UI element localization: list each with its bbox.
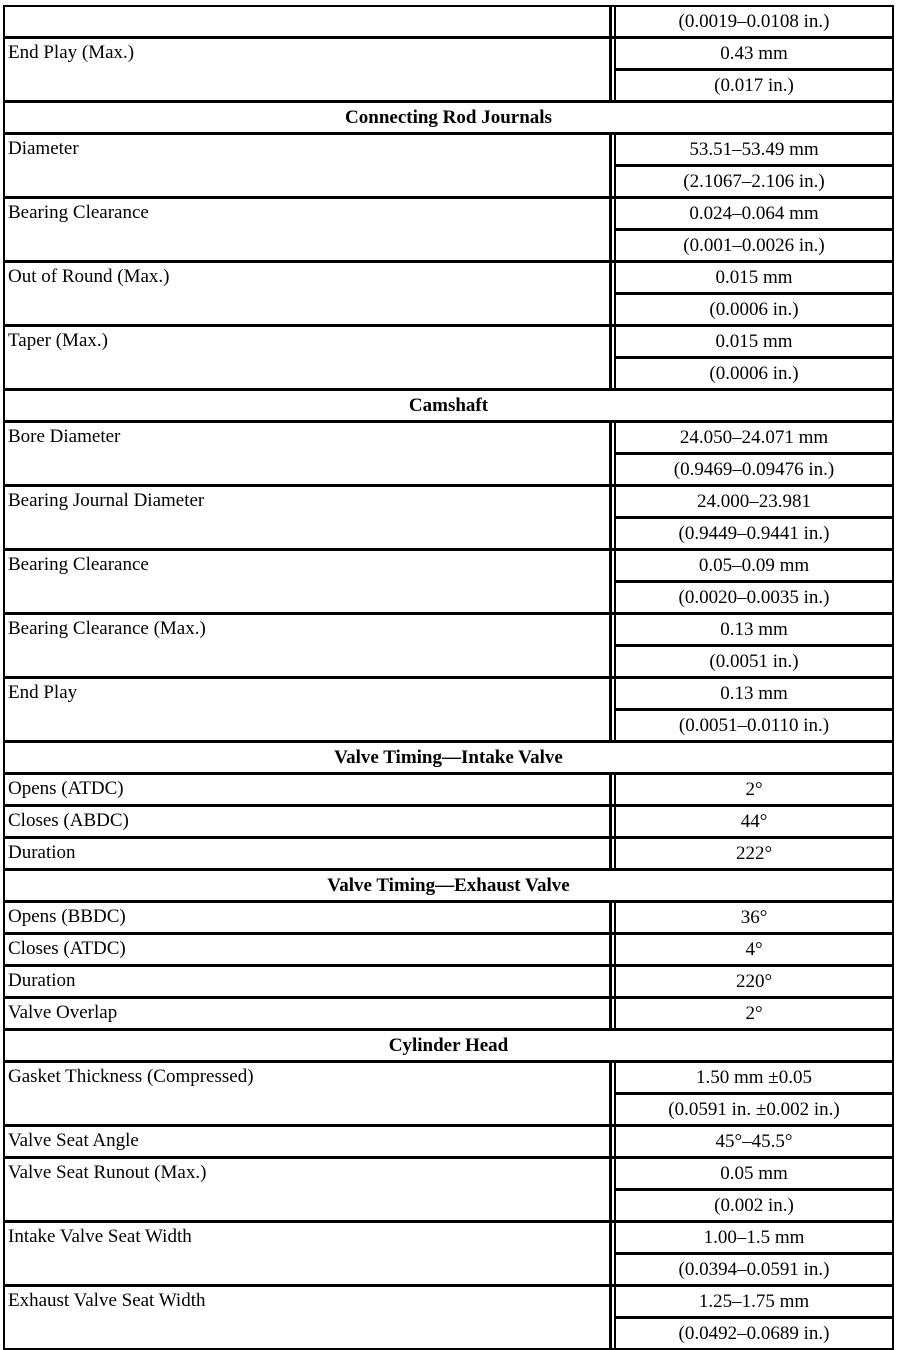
spec-value-primary: 0.05–0.09 mm: [614, 551, 892, 580]
spec-row: [5, 804, 892, 836]
spec-values: [612, 967, 892, 996]
spec-row: [5, 548, 892, 612]
spec-value-primary: 36°: [614, 903, 892, 932]
spec-row: [5, 196, 892, 260]
spec-value-primary: 0.13 mm: [614, 615, 892, 644]
spec-label-valve-seat-angle: Valve Seat Angle: [5, 1127, 612, 1156]
spec-label-bearing-clearance-max: Bearing Clearance (Max.): [5, 615, 612, 676]
spec-value-primary: 0.43 mm: [614, 39, 892, 68]
spec-row: [5, 420, 892, 484]
spec-value-secondary: (0.0051–0.0110 in.): [614, 708, 892, 740]
spec-row: [5, 1156, 892, 1220]
spec-values: [612, 487, 892, 548]
section-header-valve-timing-exhaust-valve: Valve Timing—Exhaust Valve: [5, 868, 892, 900]
spec-values: [612, 7, 892, 36]
spec-label-end-play-max: End Play (Max.): [5, 39, 612, 100]
spec-values: [612, 615, 892, 676]
section-header-cylinder-head: Cylinder Head: [5, 1028, 892, 1060]
spec-value-secondary: (0.0020–0.0035 in.): [614, 580, 892, 612]
spec-row: [5, 36, 892, 100]
spec-label-valve-seat-runout-max: Valve Seat Runout (Max.): [5, 1159, 612, 1220]
spec-values: [612, 551, 892, 612]
spec-value-secondary: (0.0591 in. ±0.002 in.): [614, 1092, 892, 1124]
spec-label-out-of-round-max: Out of Round (Max.): [5, 263, 612, 324]
spec-value-primary: 222°: [614, 839, 892, 868]
spec-value-secondary: (0.002 in.): [614, 1188, 892, 1220]
spec-row: [5, 484, 892, 548]
spec-label-diameter: Diameter: [5, 135, 612, 196]
spec-value-primary: 53.51–53.49 mm: [614, 135, 892, 164]
spec-label-duration: Duration: [5, 967, 612, 996]
spec-values: [612, 1159, 892, 1220]
spec-row: [5, 260, 892, 324]
spec-value-primary: 0.015 mm: [614, 327, 892, 356]
spec-value-primary: 45°–45.5°: [614, 1127, 892, 1156]
spec-value-primary: 24.000–23.981: [614, 487, 892, 516]
spec-value-secondary: (0.0394–0.0591 in.): [614, 1252, 892, 1284]
spec-value-primary: 44°: [614, 807, 892, 836]
spec-values: [612, 775, 892, 804]
spec-row: [5, 772, 892, 804]
spec-label-bearing-clearance: Bearing Clearance: [5, 199, 612, 260]
spec-row: [5, 1284, 892, 1348]
spec-value-secondary: (0.0492–0.0689 in.): [614, 1316, 892, 1348]
spec-row: [5, 7, 892, 36]
spec-value-primary: 0.024–0.064 mm: [614, 199, 892, 228]
spec-values: [612, 1127, 892, 1156]
spec-label-opens-bbdc: Opens (BBDC): [5, 903, 612, 932]
spec-label-opens-atdc: Opens (ATDC): [5, 775, 612, 804]
spec-label-intake-valve-seat-width: Intake Valve Seat Width: [5, 1223, 612, 1284]
spec-value-primary: 1.00–1.5 mm: [614, 1223, 892, 1252]
spec-values: [612, 135, 892, 196]
spec-values: [612, 999, 892, 1028]
spec-label-exhaust-valve-seat-width: Exhaust Valve Seat Width: [5, 1287, 612, 1348]
spec-label-end-play: End Play: [5, 679, 612, 740]
spec-label-duration: Duration: [5, 839, 612, 868]
spec-value-primary: 220°: [614, 967, 892, 996]
spec-value-primary: 4°: [614, 935, 892, 964]
spec-row: [5, 1060, 892, 1124]
spec-value-primary: 0.05 mm: [614, 1159, 892, 1188]
spec-label-valve-overlap: Valve Overlap: [5, 999, 612, 1028]
spec-values: [612, 1063, 892, 1124]
spec-row: [5, 836, 892, 868]
spec-row: [5, 1220, 892, 1284]
spec-value-secondary: (2.1067–2.106 in.): [614, 164, 892, 196]
section-header-valve-timing-intake-valve: Valve Timing—Intake Valve: [5, 740, 892, 772]
spec-label-bore-diameter: Bore Diameter: [5, 423, 612, 484]
spec-value-primary: 2°: [614, 999, 892, 1028]
spec-value-primary: 1.25–1.75 mm: [614, 1287, 892, 1316]
spec-label-closes-atdc: Closes (ATDC): [5, 935, 612, 964]
spec-values: [612, 679, 892, 740]
spec-values: [612, 935, 892, 964]
spec-label-taper-max: Taper (Max.): [5, 327, 612, 388]
spec-row: [5, 1124, 892, 1156]
spec-label-gasket-thickness-compressed: Gasket Thickness (Compressed): [5, 1063, 612, 1124]
spec-values: [612, 327, 892, 388]
spec-row: [5, 324, 892, 388]
spec-value-primary: 24.050–24.071 mm: [614, 423, 892, 452]
spec-values: [612, 903, 892, 932]
spec-values: [612, 1223, 892, 1284]
spec-label-bearing-clearance: Bearing Clearance: [5, 551, 612, 612]
spec-label-bearing-journal-diameter: Bearing Journal Diameter: [5, 487, 612, 548]
spec-value-secondary: (0.0006 in.): [614, 292, 892, 324]
spec-value-secondary: (0.9469–0.09476 in.): [614, 452, 892, 484]
spec-value-secondary: (0.0006 in.): [614, 356, 892, 388]
spec-row: [5, 964, 892, 996]
spec-value-primary: 0.015 mm: [614, 263, 892, 292]
spec-row: [5, 932, 892, 964]
spec-values: [612, 39, 892, 100]
spec-value-primary: 0.13 mm: [614, 679, 892, 708]
spec-value-secondary: (0.017 in.): [614, 68, 892, 100]
section-header-camshaft: Camshaft: [5, 388, 892, 420]
spec-values: [612, 199, 892, 260]
spec-label-closes-abdc: Closes (ABDC): [5, 807, 612, 836]
spec-values: [612, 263, 892, 324]
section-header-connecting-rod-journals: Connecting Rod Journals: [5, 100, 892, 132]
spec-row: [5, 612, 892, 676]
spec-row: [5, 900, 892, 932]
spec-label-blank: [5, 7, 612, 36]
spec-row: [5, 996, 892, 1028]
spec-row: [5, 132, 892, 196]
spec-value-secondary: (0.001–0.0026 in.): [614, 228, 892, 260]
spec-value-primary: 2°: [614, 775, 892, 804]
spec-value-primary: 1.50 mm ±0.05: [614, 1063, 892, 1092]
spec-values: [612, 807, 892, 836]
spec-value-secondary: (0.0051 in.): [614, 644, 892, 676]
spec-row: [5, 676, 892, 740]
spec-value-primary: (0.0019–0.0108 in.): [614, 7, 892, 36]
specifications-table: [3, 5, 894, 1350]
spec-values: [612, 839, 892, 868]
spec-value-secondary: (0.9449–0.9441 in.): [614, 516, 892, 548]
spec-values: [612, 423, 892, 484]
